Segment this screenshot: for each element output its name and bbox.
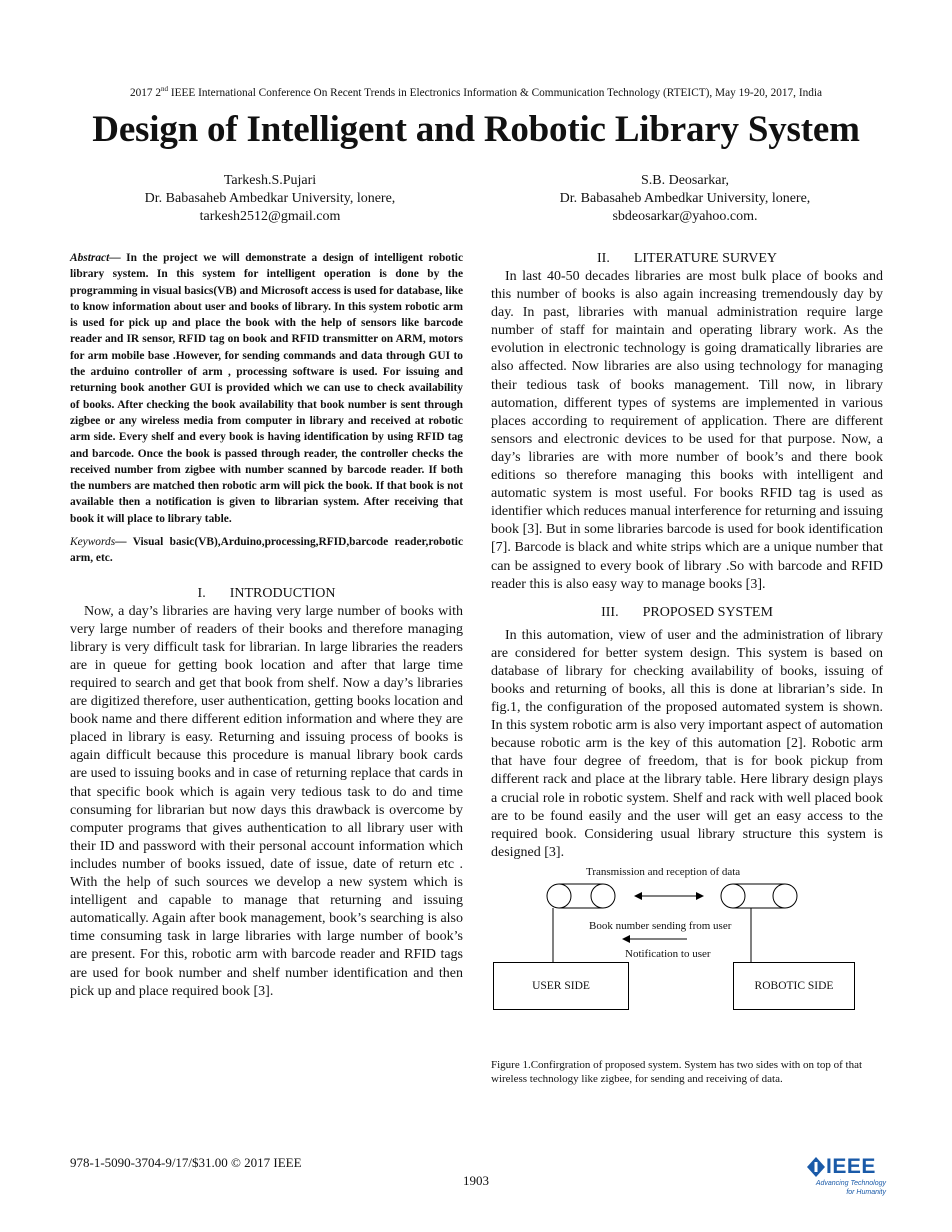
keywords	[70, 534, 463, 567]
section-number: II.	[597, 251, 610, 266]
ieee-tagline	[806, 1180, 886, 1197]
keywords-text: — Visual basic(VB),Arduino,processing,RFID,barcode reader,robotic arm, etc.	[70, 536, 463, 565]
section-heading-literature	[491, 250, 883, 268]
ieee-tagline-1: Advancing Technology	[815, 1180, 886, 1187]
author-block-1	[70, 172, 470, 226]
ieee-logo	[806, 1155, 886, 1199]
figure-label-mid: Book number sending from user	[589, 919, 732, 932]
figure-caption: Figure 1.Confirgration of proposed system. System has two sides with on top of that wireless technology like zigbee, for sending and receiving of data.	[491, 1058, 863, 1085]
ieee-diamond-icon	[806, 1156, 826, 1178]
figure-label-top: Transmission and reception of data	[586, 865, 741, 878]
literature-text: In last 40-50 decades libraries are most bulk place of books and this number of books is also again increasing tremendously day by day. In past, libraries with manual administration require large number of staff for maintain and operating library work. As the evolution in electronic technology is going dramatically libraries are also affected. Now libraries are also using technology for managing their tedious task of books management. Till now, in library automation, different types of systems are implemented in various places according to requirement of application. There are different sensors and electronic devices to be used for that purpose. Now, a day’s libraries are with more number of book’s and there book editions so therefore managing this books with intelligent and automatic system is most useful. For books RFID tag is used as identifier which reduces manual interference for returning and issuing book [3]. But in some libraries barcode is used for book identification [7]. Barcode is black and white strips which are a unique number that can be assigned to every book of library .So with barcode and RFID reader this is also easy way to manage books [3].	[491, 269, 883, 592]
ieee-tagline-2: for Humanity	[846, 1188, 886, 1196]
section-title: LITERATURE SURVEY	[633, 251, 777, 266]
section-heading-introduction	[70, 585, 463, 603]
introduction-text: Now, a day’s libraries are having very large number of books with very large number of readers of their books and therefore managing library is very difficult task for librarian. In large libraries the readers are in queue for getting book location and after that large time required to search and get that book from shelf. Now a day’s libraries are digitized therefore, user authentication, getting books location and book name and there different edition information and where they are placed in library is easy. Returning and issuing process of books is again difficult because this procedure is manual library book cards are used to issuing books and in case of returning replace that cards in that specific book which is again very tedious task to do and time consuming for librarian but now days this drawback is overcome by computer programs that gives authentication to all library user with their ID and password with their personal account information which includes number of books issued, date of issue, date of return etc . With the help of such sources we develop a new system which is intelligent and capable to manage that returning and issuing automatically. Again after book management, book’s searching is also time consuming task in large libraries with large number of book’s are present. For this, robotic arm with barcode reader and RFID tags are used for book number and shelf number identification and then pick up and place required book [3].	[70, 603, 463, 999]
user-side-box: USER SIDE	[493, 962, 629, 1010]
author-block-2	[490, 172, 880, 226]
left-column	[70, 250, 463, 1001]
author-affiliation: Dr. Babasaheb Ambedkar University, lonere,	[559, 191, 811, 206]
keywords-label: Keywords	[70, 536, 116, 549]
author-name: S.B. Deosarkar,	[640, 173, 730, 188]
robotic-side-box: ROBOTIC SIDE	[733, 962, 855, 1010]
figure-1	[491, 865, 883, 1052]
section-title: PROPOSED SYSTEM	[642, 604, 773, 620]
author-affiliation: Dr. Babasaheb Ambedkar University, lonere,	[144, 191, 396, 206]
author-email: sbdeosarkar@yahoo.com.	[612, 209, 758, 224]
abstract-text: — In the project we will demonstrate a design of intelligent robotic library system. In this system for intelligent operation is done by the programming in visual basics(VB) and Microsoft access is used for database, like to know information about user and books of library. In this system robotic arm is used for pick up and place the book with the help of sensors like barcode reader and IR sensor, RFID tag on book and RFID transmitter on ARM, motors for arm mobile base .However, for sending commands and data through GUI to the arduino controller of arm , processing software is used. For issuing and returning book another GUI is provided which we can use to check availability of books. After checking the book availability that book number is sent through zigbee or any wireless media from computer in library and received at robotic arm side. Every shelf and every book is having identification by using RFID tag and barcode. Once the book is passed through reader, the controller checks the received number from zigbee with number scanned by barcode reader. If both the numbers are matched then robotic arm will pick the book. If that book is not available then a notification is given to librarian system. After receiving that book it will place to library table.	[70, 252, 463, 525]
copyright-notice: 978-1-5090-3704-9/17/$31.00 © 2017 IEEE	[70, 1155, 302, 1170]
ieee-logo-text: IEEE	[826, 1155, 876, 1178]
section-heading-proposed	[491, 604, 883, 622]
paper-title: Design of Intelligent and Robotic Library System	[92, 109, 860, 150]
section-title: INTRODUCTION	[229, 585, 336, 601]
figure-label-bottom: Notification to user	[625, 947, 711, 960]
abstract	[70, 250, 463, 527]
section-number: I.	[197, 585, 206, 601]
proposed-text: In this automation, view of user and the administration of library are considered for better system design. This system is based on database of library for checking availability of books, issuing of books and returning of books, all this is done at librarian’s side. In fig.1, the configuration of the proposed automated system is shown. In this system robotic arm is also very important aspect of automation because robotic arm is the key of this automation [2]. Robotic arm that have four degree of freedom, that is for book pickup from different rack and place at the library table. Here library design plays a crucial role in robotic system. Shelf and rack with well placed book are to be found easily and the user will get an easy access to the required book. Considering usual library structure this system is designed [3].	[491, 627, 883, 860]
section-number: III.	[601, 604, 619, 620]
conf-year: 2017 2	[129, 86, 162, 99]
page-number: 1903	[463, 1173, 489, 1188]
conference-header	[0, 85, 952, 99]
conf-ordinal: nd	[161, 85, 169, 93]
author-email: tarkesh2512@gmail.com	[199, 209, 341, 224]
abstract-label: Abstract	[70, 252, 110, 264]
right-column	[491, 250, 883, 1086]
conf-name: IEEE International Conference On Recent Trends in Electronics Information & Communication Technology (RTEICT), May 19-20, 2017, India	[168, 86, 823, 99]
author-name: Tarkesh.S.Pujari	[223, 173, 317, 188]
